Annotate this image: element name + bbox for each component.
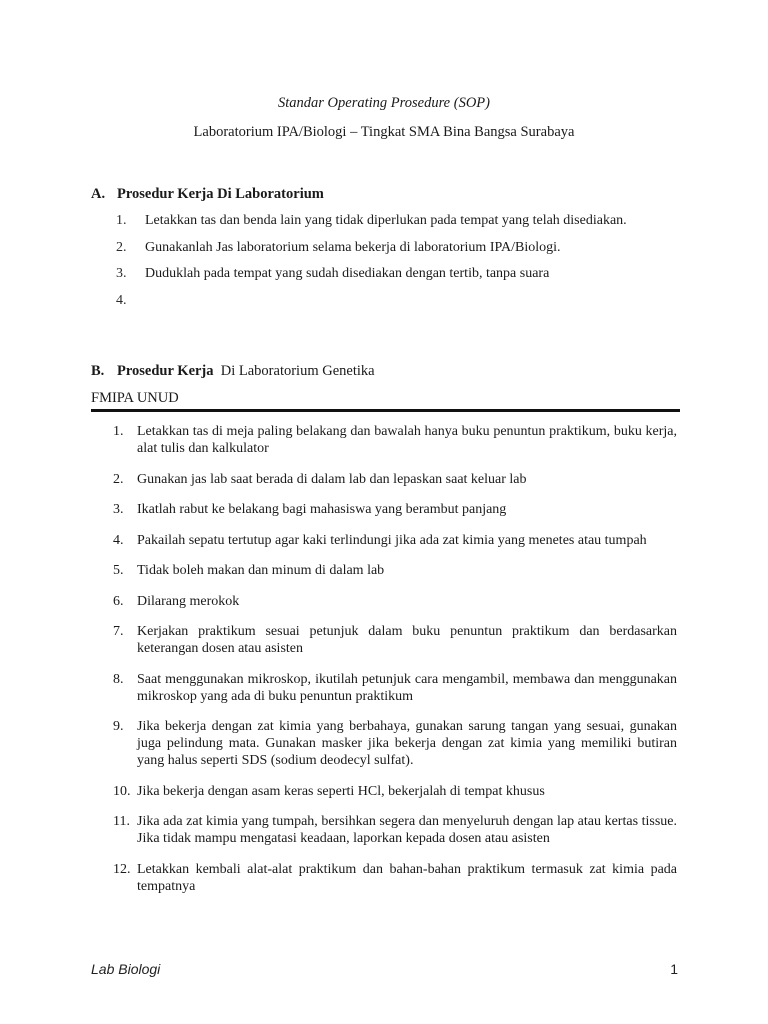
item-text: Jika bekerja dengan asam keras seperti HCl, bekerjalah di tempat khusus [137, 783, 545, 799]
list-item [113, 562, 677, 579]
item-number: 6. [113, 593, 124, 609]
item-number: 2. [116, 239, 127, 255]
item-text: Saat menggunakan mikroskop, ikutilah petunjuk cara mengambil, membawa dan menggunakan mikroskop yang ada di buku penuntun praktikum [137, 671, 677, 704]
list-item [116, 293, 627, 320]
item-number: 8. [113, 671, 124, 687]
item-number: 10. [113, 783, 131, 799]
item-text: Tidak boleh makan dan minum di dalam lab [137, 563, 385, 578]
item-number: 3. [113, 502, 124, 517]
list-item [116, 213, 627, 240]
item-text: Gunakan jas lab saat berada di dalam lab dan lepaskan saat keluar lab [137, 471, 527, 487]
list-item [113, 532, 677, 549]
list-item [113, 718, 677, 769]
item-number: 2. [113, 471, 124, 487]
list-item [113, 671, 677, 705]
list-item [113, 593, 677, 610]
section-b-list [113, 423, 677, 908]
page-number: 1 [670, 961, 678, 977]
item-text: Ikatlah rabut ke belakang bagi mahasiswa yang berambut panjang [137, 502, 507, 517]
section-b-letter: B. [91, 363, 105, 379]
item-number: 4. [113, 532, 124, 548]
item-number: 1. [113, 424, 124, 439]
list-item [116, 240, 627, 267]
document-title: Standar Operating Prosedure (SOP) [278, 95, 490, 111]
section-a-heading [91, 186, 324, 203]
item-number: 1. [116, 213, 127, 228]
item-number: 4. [116, 292, 127, 308]
list-item [113, 423, 677, 457]
section-a-list [116, 213, 627, 319]
item-text: Kerjakan praktikum sesuai petunjuk dalam buku penuntun praktikum dan berdasarkan keterangan dosen atau asisten [137, 624, 677, 656]
section-b-subheading: FMIPA UNUD [91, 390, 179, 406]
document-subtitle: Laboratorium IPA/Biologi – Tingkat SMA Bina Bangsa Surabaya [193, 124, 575, 140]
section-b-title-bold: Prosedur Kerja [117, 363, 214, 379]
list-item [113, 813, 677, 847]
item-text: Dilarang merokok [137, 593, 240, 609]
section-divider [91, 409, 680, 412]
list-item [116, 266, 627, 293]
section-a-title: Prosedur Kerja Di Laboratorium [117, 186, 324, 202]
list-item [113, 783, 677, 800]
list-item [113, 861, 677, 895]
item-text: Letakkan tas di meja paling belakang dan bawalah hanya buku penuntun praktikum, buku kerja, alat tulis dan kalkulator [137, 424, 677, 456]
footer-label: Lab Biologi [91, 961, 161, 977]
list-item [113, 623, 677, 657]
section-b-heading [91, 363, 375, 380]
item-number: 7. [113, 624, 124, 639]
section-b-title-rest: Di Laboratorium Genetika [220, 363, 375, 379]
item-text: Jika ada zat kimia yang tumpah, bersihkan segera dan menyeluruh dengan lap atau kertas tissue. Jika tidak mampu mengatasi keadaan, laporkan kepada dosen atau asisten [137, 814, 677, 846]
item-number: 12. [113, 861, 131, 877]
list-item [113, 471, 677, 488]
item-text: Jika bekerja dengan zat kimia yang berbahaya, gunakan sarung tangan yang sesuai, gunakan juga pelindung mata. Gunakan masker jika bekerja dengan zat kimia yang memiliki butiran yang halus seperti SDS (sodium deodecyl sulfat). [137, 719, 677, 768]
item-number: 9. [113, 719, 124, 734]
item-number: 3. [116, 266, 127, 281]
item-text: Pakailah sepatu tertutup agar kaki terlindungi jika ada zat kimia yang menetes atau tumpah [137, 532, 647, 548]
item-text: Gunakanlah Jas laboratorium selama bekerja di laboratorium IPA/Biologi. [145, 239, 561, 255]
section-a-letter: A. [91, 186, 106, 202]
item-text: Duduklah pada tempat yang sudah disediakan dengan tertib, tanpa suara [145, 266, 550, 281]
item-text: Letakkan tas dan benda lain yang tidak diperlukan pada tempat yang telah disediakan. [145, 213, 627, 228]
item-text: Letakkan kembali alat-alat praktikum dan bahan-bahan praktikum termasuk zat kimia pada tempatnya [137, 861, 677, 894]
item-number: 5. [113, 563, 124, 578]
list-item [113, 501, 677, 518]
item-number: 11. [113, 814, 130, 829]
